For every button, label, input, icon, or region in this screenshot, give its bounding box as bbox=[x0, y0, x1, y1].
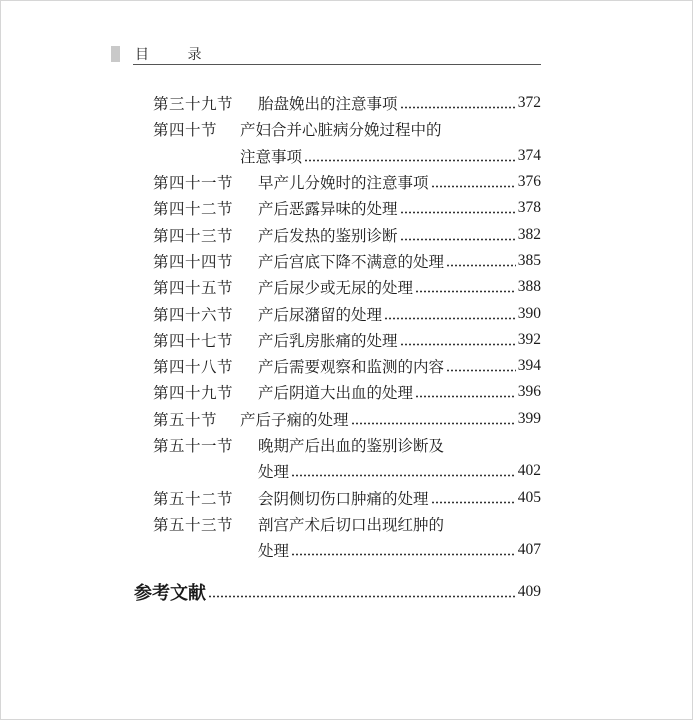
section-number: 第四十九节 bbox=[153, 384, 234, 403]
dot-leader bbox=[446, 369, 516, 372]
section-title: 剖宫产术后切口出现红肿的 bbox=[258, 515, 445, 534]
page-number: 372 bbox=[517, 94, 541, 112]
section-title: 产后子痫的处理 bbox=[240, 410, 349, 429]
toc-entry[interactable] bbox=[153, 116, 541, 142]
toc-entry[interactable] bbox=[153, 300, 541, 326]
table-of-contents bbox=[153, 90, 541, 563]
page-number: 388 bbox=[517, 278, 541, 296]
section-number: 第四十二节 bbox=[153, 200, 234, 219]
section-title-continuation: 处理 bbox=[258, 542, 290, 561]
section-number: 第五十二节 bbox=[153, 489, 234, 508]
page-number: 376 bbox=[517, 173, 541, 191]
toc-entry[interactable] bbox=[153, 353, 541, 379]
dot-leader bbox=[208, 595, 516, 598]
section-number: 第五十节 bbox=[153, 410, 218, 429]
dot-leader bbox=[431, 501, 516, 504]
section-number: 第五十三节 bbox=[153, 515, 234, 534]
toc-entry-continuation[interactable] bbox=[153, 537, 541, 563]
page-number: 405 bbox=[517, 488, 541, 506]
section-title: 晚期产后出血的鉴别诊断及 bbox=[258, 437, 445, 455]
dot-leader bbox=[291, 474, 516, 477]
section-number: 第四十五节 bbox=[153, 279, 234, 298]
section-title: 产后发热的鉴别诊断 bbox=[258, 226, 398, 245]
section-title: 产后尿潴留的处理 bbox=[258, 305, 383, 324]
toc-entry[interactable] bbox=[153, 406, 541, 432]
header-title: 目 录 bbox=[135, 47, 219, 63]
section-title: 产后乳房胀痛的处理 bbox=[258, 331, 398, 350]
toc-entry[interactable] bbox=[153, 274, 541, 300]
section-title: 产后需要观察和监测的内容 bbox=[258, 358, 445, 377]
page-number: 409 bbox=[517, 583, 541, 600]
section-number: 第四十一节 bbox=[153, 174, 234, 193]
section-title: 胎盘娩出的注意事项 bbox=[258, 95, 398, 114]
section-title: 早产儿分娩时的注意事项 bbox=[258, 174, 429, 193]
dot-leader bbox=[400, 211, 516, 214]
toc-entry-continuation[interactable] bbox=[153, 458, 541, 484]
dot-leader bbox=[415, 290, 516, 293]
dot-leader bbox=[400, 238, 516, 241]
section-title: 产妇合并心脏病分娩过程中的 bbox=[240, 121, 442, 140]
section-title: 产后阴道大出血的处理 bbox=[258, 384, 414, 403]
section-title: 会阴侧切伤口肿痛的处理 bbox=[258, 489, 429, 508]
page-number: 402 bbox=[517, 462, 541, 480]
toc-entry[interactable] bbox=[153, 484, 541, 510]
page-number: 396 bbox=[517, 383, 541, 401]
section-title: 产后恶露异味的处理 bbox=[258, 200, 398, 219]
page-header bbox=[111, 44, 541, 64]
page-number: 394 bbox=[517, 357, 541, 375]
section-number: 第四十六节 bbox=[153, 305, 234, 324]
page-number: 374 bbox=[517, 146, 541, 164]
dot-leader bbox=[400, 343, 516, 346]
page-number: 382 bbox=[517, 225, 541, 243]
section-number: 第五十一节 bbox=[153, 437, 234, 455]
dot-leader bbox=[291, 553, 516, 556]
toc-entry[interactable] bbox=[153, 90, 541, 116]
dot-leader bbox=[400, 106, 516, 109]
section-title: 产后尿少或无尿的处理 bbox=[258, 279, 414, 298]
header-rule bbox=[133, 64, 541, 65]
dot-leader bbox=[415, 395, 516, 398]
toc-entry[interactable] bbox=[153, 248, 541, 274]
header-marker bbox=[111, 46, 120, 62]
section-number: 第四十节 bbox=[153, 121, 218, 140]
toc-entry-continuation[interactable] bbox=[153, 143, 541, 169]
section-title-continuation: 注意事项 bbox=[240, 147, 303, 166]
page-number: 385 bbox=[517, 251, 541, 269]
dot-leader bbox=[446, 264, 516, 267]
toc-entry[interactable] bbox=[153, 511, 541, 537]
toc-entry[interactable] bbox=[153, 169, 541, 195]
section-number: 第四十七节 bbox=[153, 331, 234, 350]
references-title: 参考文献 bbox=[134, 583, 206, 604]
page-number: 378 bbox=[517, 199, 541, 217]
section-title-continuation: 处理 bbox=[258, 463, 290, 482]
page-number: 392 bbox=[517, 330, 541, 348]
dot-leader bbox=[304, 159, 516, 162]
toc-entry[interactable] bbox=[153, 327, 541, 353]
toc-entry[interactable] bbox=[153, 195, 541, 221]
page-number: 407 bbox=[517, 541, 541, 559]
toc-entry[interactable] bbox=[153, 221, 541, 247]
page-number: 399 bbox=[517, 409, 541, 427]
dot-leader bbox=[351, 422, 516, 425]
section-number: 第四十四节 bbox=[153, 252, 234, 271]
toc-entry[interactable] bbox=[153, 432, 541, 458]
section-number: 第三十九节 bbox=[153, 95, 234, 114]
section-title: 产后宫底下降不满意的处理 bbox=[258, 252, 445, 271]
dot-leader bbox=[384, 317, 516, 320]
dot-leader bbox=[431, 185, 516, 188]
page-number: 390 bbox=[517, 304, 541, 322]
section-number: 第四十三节 bbox=[153, 226, 234, 245]
toc-entry-references[interactable] bbox=[134, 578, 541, 606]
section-number: 第四十八节 bbox=[153, 358, 234, 377]
toc-entry[interactable] bbox=[153, 379, 541, 405]
